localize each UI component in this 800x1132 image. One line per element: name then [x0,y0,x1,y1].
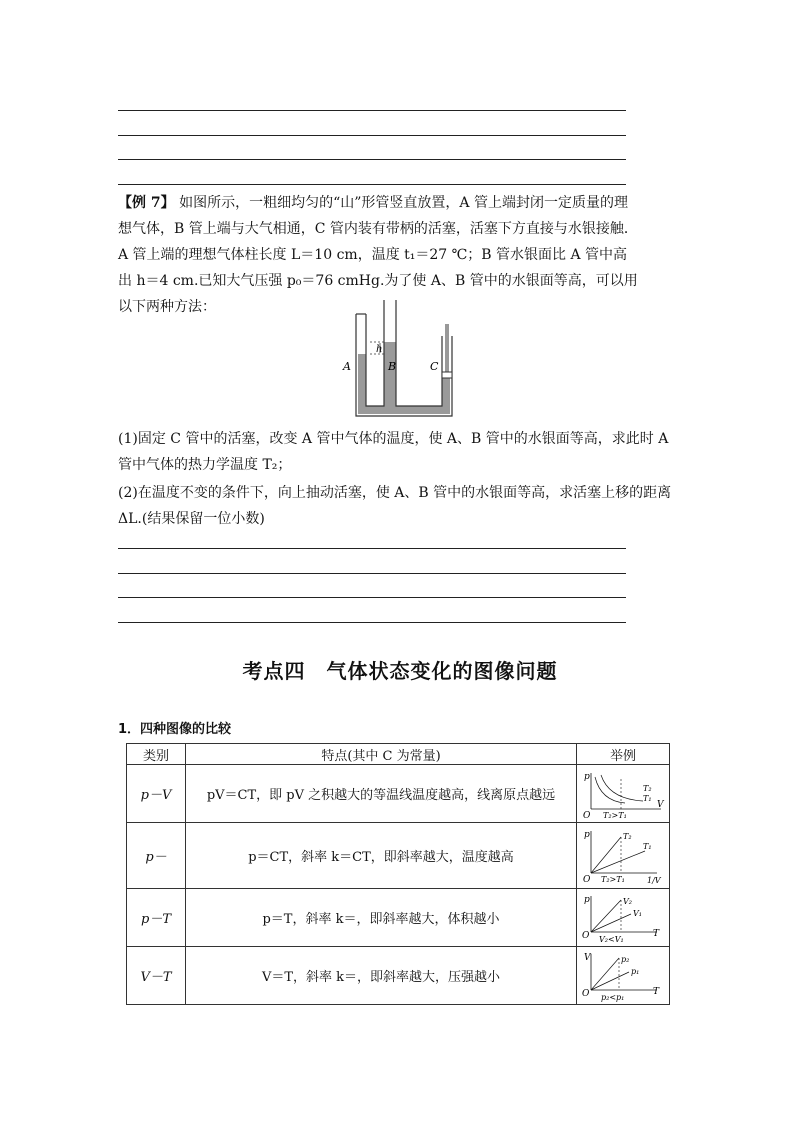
graph-axis-label: V [584,952,591,963]
graph-line-label: T₁ [643,793,652,803]
graph-condition: T₂>T₁ [603,810,627,819]
example-text: 如图所示，一粗细均匀的“山”形管竖直放置，A 管上端封闭一定质量的理想气体，B 管上端与大气相通，C 管内装有带柄的活塞，活塞下方直接与水银接触．A 管上端的理想气体柱长度 L＝10 cm，温度 t₁＝27 ℃；B 管水银面比 A 管中高出 h＝4 cm.已知大气压强 p₀＝76 cmHg.为了使 A、B 管中的水银面等高，可以用以下两种方法： [118,195,638,315]
answer-line [118,110,626,111]
graph-line-label: T₂ [643,783,652,793]
answer-line [118,159,626,160]
row-type: p－V [127,765,186,823]
question-1: (1)固定 C 管中的活塞，改变 A 管中气体的温度，使 A、B 管中的水银面等高，求此时 A 管中气体的热力学温度 T₂； [118,431,669,473]
comparison-table [126,743,670,1005]
pt-graph [581,892,665,944]
label-c: C [430,360,439,373]
row-example [577,889,670,947]
row-desc: V＝T，斜率 k＝，即斜率越大，压强越小 [186,947,577,1005]
graph-axis-label: p [584,771,590,782]
graph-line-label: T₂ [623,831,632,841]
label-a: A [343,360,351,373]
subheading: 1．四种图像的比较 [118,722,232,737]
graph-origin: O [583,874,591,885]
row-desc: p＝CT，斜率 k＝CT，即斜率越大，温度越高 [186,823,577,889]
shan-tube-figure [340,298,460,422]
row-example [577,947,670,1005]
answer-line [118,184,626,185]
graph-line-label: p₂ [621,954,630,964]
graph-axis-label: p [584,894,590,905]
table-row [127,823,670,889]
table-row [127,889,670,947]
example-tag: 【例 7】 [118,195,175,211]
section-title: 考点四 气体状态变化的图像问题 [242,659,558,683]
row-desc: p＝T，斜率 k＝，即斜率越大，体积越小 [186,889,577,947]
graph-condition: V₂<V₁ [599,934,624,944]
row-example [577,823,670,889]
label-b: B [388,360,397,373]
graph-line-label: T₁ [643,841,652,851]
vt-graph [581,950,665,1002]
graph-origin: O [582,988,590,999]
header-example: 举例 [577,744,670,765]
row-example [577,765,670,823]
graph-line-label: p₁ [631,966,640,976]
question-2: (2)在温度不变的条件下，向上抽动活塞，使 A、B 管中的水银面等高，求活塞上移的距离 ΔL.(结果保留一位小数) [118,485,672,527]
graph-line-label: V₂ [623,896,632,906]
graph-condition: T₂>T₁ [601,874,625,884]
table-row [127,947,670,1005]
row-type: p－ [127,823,186,889]
label-h: h [376,344,383,355]
graph-origin: O [583,810,591,819]
graph-axis-label: p [584,829,590,840]
header-feature: 特点(其中 C 为常量) [186,744,577,765]
graph-axis-label: 1/V [647,875,661,885]
answer-line [118,597,626,598]
graph-line-label: V₁ [633,908,642,918]
p-invv-graph [581,827,665,885]
answer-line [118,548,626,549]
pv-graph [581,769,665,819]
table-row [127,765,670,823]
row-type: p－T [127,889,186,947]
graph-axis-label: T [653,928,660,939]
answer-line [118,622,626,623]
answer-line [118,135,626,136]
graph-axis-label: T [653,986,660,997]
row-desc: pV＝CT，即 pV 之积越大的等温线温度越高，线离原点越远 [186,765,577,823]
graph-axis-label: V [657,799,664,810]
header-type: 类别 [127,744,186,765]
answer-line [118,573,626,574]
row-type: V－T [127,947,186,1005]
graph-condition: p₂<p₁ [601,992,625,1002]
graph-origin: O [582,930,590,941]
